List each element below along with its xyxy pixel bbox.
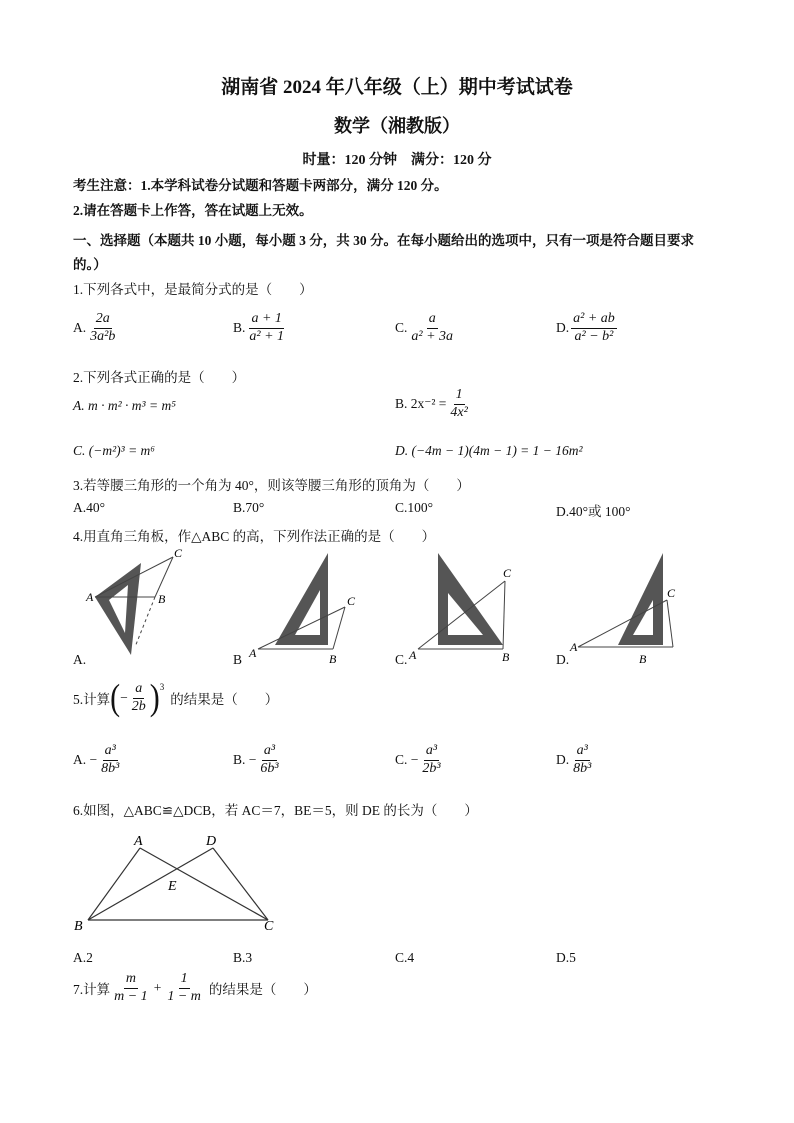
q5-stem: 5.计算 ( − $\frac{a}{2b}$ ) $^3$ 的结果是（ ） [73, 676, 279, 719]
q2-option-a[interactable]: A. m · m² · m³ = m⁵ [73, 398, 176, 413]
notes [73, 174, 448, 194]
label-A: A [134, 834, 143, 849]
q3-option-b[interactable]: B.70° [233, 500, 265, 515]
q5-option-a[interactable]: A. − $\frac{\text{a³}}{\text{8b³}}$ [73, 743, 120, 776]
q1-option-b[interactable]: B. $\frac{a + 1}{\text{a² + 1}}$ [233, 311, 285, 344]
q3-option-d[interactable]: D.40°或 100° [556, 504, 631, 519]
q6-option-c[interactable]: C.4 [395, 950, 415, 965]
q5-d-fraction: $\frac{\text{a³}}{\text{8b³}}$ [573, 743, 592, 776]
svg-text:C: C [667, 586, 676, 600]
q5-option-d[interactable]: D. $\frac{\text{a³}}{\text{8b³}}$ [556, 743, 592, 776]
q4-figure-a [85, 546, 183, 655]
svg-text:C: C [503, 566, 512, 580]
q4-option-a[interactable]: A. [73, 652, 87, 667]
label-D: D [206, 834, 217, 849]
q5-option-b[interactable]: B. − $\frac{\text{a³}}{\text{6b³}}$ [233, 743, 279, 776]
label-B: B [74, 919, 83, 934]
q1-d-fraction: $\frac{\text{a² + ab}}{\text{a² − b²}}$ [573, 311, 615, 344]
label-C: C [264, 919, 274, 934]
section-1-line-1: 一、选择题（本题共 10 小题，每小题 3 分，共 30 分。在每小题给出的选项中，只有一项是符合题目要求 [73, 233, 694, 248]
svg-text:A: A [249, 646, 257, 660]
q6-stem: 6.如图，△ABC≌△DCB，若 AC＝7，BE＝5，则 DE 的长为（ ） [73, 803, 478, 818]
svg-text:A: A [409, 648, 417, 662]
exam-subtitle: 数学（湘教版） [334, 116, 460, 136]
note-2: 2.请在答题卡上作答，答在试题上无效。 [73, 203, 313, 218]
q4-stem: 4.用直角三角板，作△ABC 的高，下列作法正确的是（ ） [73, 529, 436, 544]
svg-text:C: C [174, 546, 183, 560]
q5-option-c[interactable]: C. − $\frac{\text{a³}}{\text{2b³}}$ [395, 743, 441, 776]
q5-b-fraction: $\frac{\text{a³}}{\text{6b³}}$ [260, 743, 279, 776]
q5-a-fraction: $\frac{\text{a³}}{\text{8b³}}$ [101, 743, 120, 776]
q1-option-c[interactable]: C. $\frac{a}{\text{a² + 3a}}$ [395, 311, 454, 344]
q5-inner-fraction: $\frac{a}{2b}$ [131, 681, 146, 714]
svg-text:B: B [502, 650, 510, 664]
q7-fraction-1: $\frac{m}{m - 1}$ [114, 971, 148, 1004]
q4-figure-b [248, 553, 356, 666]
q5-c-fraction: $\frac{\text{a³}}{\text{2b³}}$ [422, 743, 441, 776]
q3-stem: 3.若等腰三角形的一个角为 40°，则该等腰三角形的顶角为（ ） [73, 478, 470, 493]
q1-stem: 1.下列各式中，是最简分式的是（ ） [73, 282, 313, 297]
q2-option-c[interactable]: C. (−m²)³ = m⁶ [73, 443, 156, 458]
time-info: 时量：120 分钟 满分：120 分 [302, 153, 492, 168]
q3-option-c[interactable]: C.100° [395, 500, 434, 515]
notes-label: 考生注意： [73, 178, 141, 193]
q4-option-c[interactable]: C. [395, 652, 408, 667]
q2-b-fraction: $\frac{1}{\text{4x²}}$ [450, 387, 468, 420]
exam-title: 湖南省 2024 年八年级（上）期中考试试卷 [221, 77, 573, 98]
svg-text:C: C [347, 594, 356, 608]
section-1-line-2: 的。） [73, 257, 107, 272]
q6-figure [70, 828, 290, 938]
q2-option-d[interactable]: D. (−4m − 1)(4m − 1) = 1 − 16m² [395, 443, 583, 458]
note-1: 1.本学科试卷分试题和答题卡两部分，满分 120 分。 [140, 178, 448, 193]
q4-figures [73, 545, 693, 675]
q2-stem: 2.下列各式正确的是（ ） [73, 370, 246, 385]
q6-option-d[interactable]: D.5 [556, 950, 576, 965]
svg-text:A: A [570, 640, 578, 654]
q4-option-b[interactable]: B [233, 652, 243, 667]
q2-option-b[interactable]: B. 2x⁻² = $\frac{1}{\text{4x²}}$ [395, 387, 468, 420]
svg-text:B: B [329, 652, 337, 666]
q1-a-fraction: $\frac{2a}{\text{3a²b}}$ [90, 311, 116, 344]
q6-option-b[interactable]: B.3 [233, 950, 253, 965]
q4-figure-c [408, 553, 512, 664]
q4-option-d[interactable]: D. [556, 652, 570, 667]
q6-option-a[interactable]: A.2 [73, 950, 93, 965]
svg-text:A: A [86, 590, 94, 604]
svg-text:B: B [158, 592, 166, 606]
q7-fraction-2: $\frac{1}{1 - m}$ [167, 971, 201, 1004]
q1-option-a[interactable]: A. $\frac{2a}{\text{3a²b}}$ [73, 311, 116, 344]
svg-text:B: B [639, 652, 647, 666]
q1-c-fraction: $\frac{a}{\text{a² + 3a}}$ [411, 311, 454, 344]
q3-option-a[interactable]: A.40° [73, 500, 106, 515]
q7-stem: 7.计算 $\frac{m}{m - 1}$ + $\frac{1}{1 - m}$ 的结果是（ ） [73, 971, 317, 1004]
label-E: E [168, 879, 177, 894]
q1-b-fraction: $\frac{a + 1}{\text{a² + 1}}$ [249, 311, 285, 344]
q1-option-d[interactable]: D. $\frac{\text{a² + ab}}{\text{a² − b²}}$ [556, 311, 615, 344]
q4-figure-d [569, 553, 676, 666]
